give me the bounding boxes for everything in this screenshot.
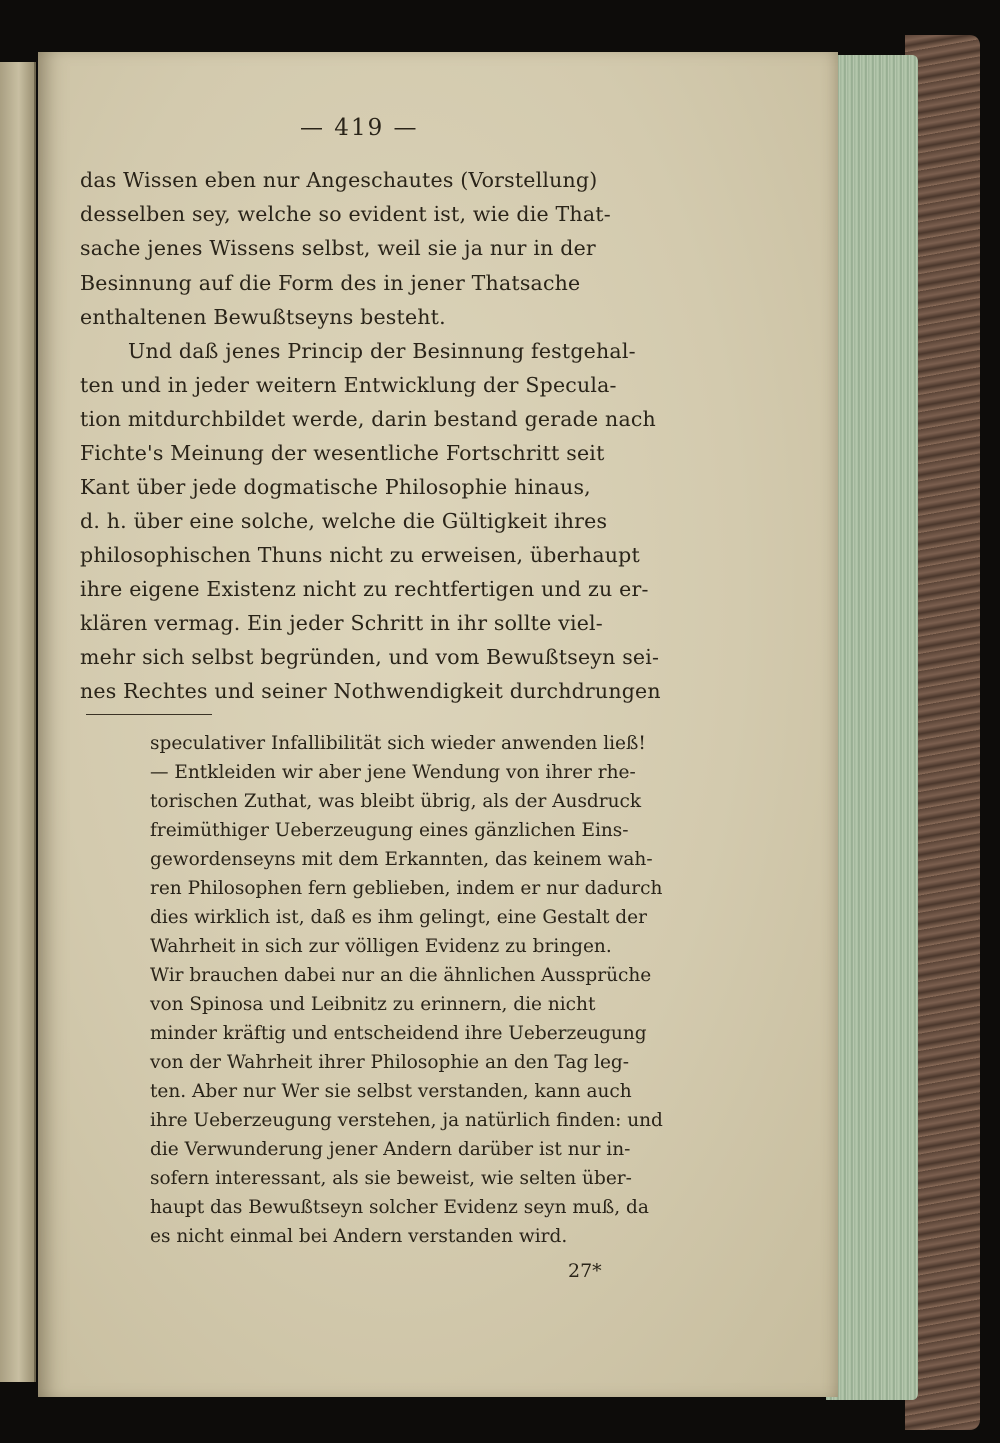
text-line: klären vermag. Ein jeder Schritt in ihr sollte viel- [80,611,603,635]
footnote-line: ihre Ueberzeugung verstehen, ja natürlich finden: und [150,1110,663,1131]
footnote-line: dies wirklich ist, daß es ihm gelingt, eine Gestalt der [150,907,647,928]
text-line: enthaltenen Bewußtseyns besteht. [80,305,446,329]
footnote-divider [86,714,212,715]
text-line: Kant über jede dogmatische Philosophie hinaus, [80,475,591,499]
text-line: mehr sich selbst begründen, und vom Bewußtseyn sei- [80,645,660,669]
text-line: nes Rechtes und seiner Nothwendigkeit durchdrungen [80,679,661,703]
text-line: das Wissen eben nur Angeschautes (Vorstellung) [80,168,598,192]
footnote-line: es nicht einmal bei Andern verstanden wird. [150,1226,568,1247]
text-line: tion mitdurchbildet werde, darin bestand gerade nach [80,407,656,431]
footnote-line: gewordenseyns mit dem Erkannten, das keinem wah- [150,849,653,870]
footnote-line: speculativer Infallibilität sich wieder anwenden ließ! [150,733,646,754]
text-line: philosophischen Thuns nicht zu erweisen, überhaupt [80,543,640,567]
footnote-line: Wahrheit in sich zur völligen Evidenz zu bringen. [150,936,612,957]
footnote-line: von Spinosa und Leibnitz zu erinnern, die nicht [150,994,596,1015]
footnote-line: von der Wahrheit ihrer Philosophie an den Tag leg- [150,1052,630,1073]
footnote-line: minder kräftig und entscheidend ihre Ueberzeugung [150,1023,647,1044]
footnote-line: ten. Aber nur Wer sie selbst verstanden, kann auch [150,1081,632,1102]
footnote-line: freimüthiger Ueberzeugung eines gänzlichen Eins- [150,820,629,841]
footnote-line: ren Philosophen fern geblieben, indem er nur dadurch [150,878,663,899]
footnote-line: Wir brauchen dabei nur an die ähnlichen Aussprüche [150,965,652,986]
text-line: ten und in jeder weitern Entwicklung der Specula- [80,373,617,397]
footnote-line: — Entkleiden wir aber jene Wendung von ihrer rhe- [150,762,636,783]
text-line: ihre eigene Existenz nicht zu rechtfertigen und zu er- [80,577,649,601]
text-line: desselben sey, welche so evident ist, wie die That- [80,202,611,226]
text-line: sache jenes Wissens selbst, weil sie ja nur in der [80,236,596,260]
footnote-line: haupt das Bewußtseyn solcher Evidenz seyn muß, da [150,1197,649,1218]
footnote-line: sofern interessant, als sie beweist, wie selten über- [150,1168,632,1189]
page-block-edges [826,55,918,1400]
text-line: d. h. über eine solche, welche die Gültigkeit ihres [80,509,608,533]
printer-signature: 27* [568,1260,602,1282]
text-line: Fichte's Meinung der wesentliche Fortschritt seit [80,441,605,465]
text-line: Und daß jenes Princip der Besinnung festgehal- [128,339,636,363]
footnote-line: die Verwunderung jener Andern darüber ist nur in- [150,1139,631,1160]
footnote-line: torischen Zuthat, was bleibt übrig, als der Ausdruck [150,791,642,812]
text-line: Besinnung auf die Form des in jener Thatsache [80,271,581,295]
previous-page-edge [0,62,36,1382]
page-number-header: — 419 — [300,115,419,141]
